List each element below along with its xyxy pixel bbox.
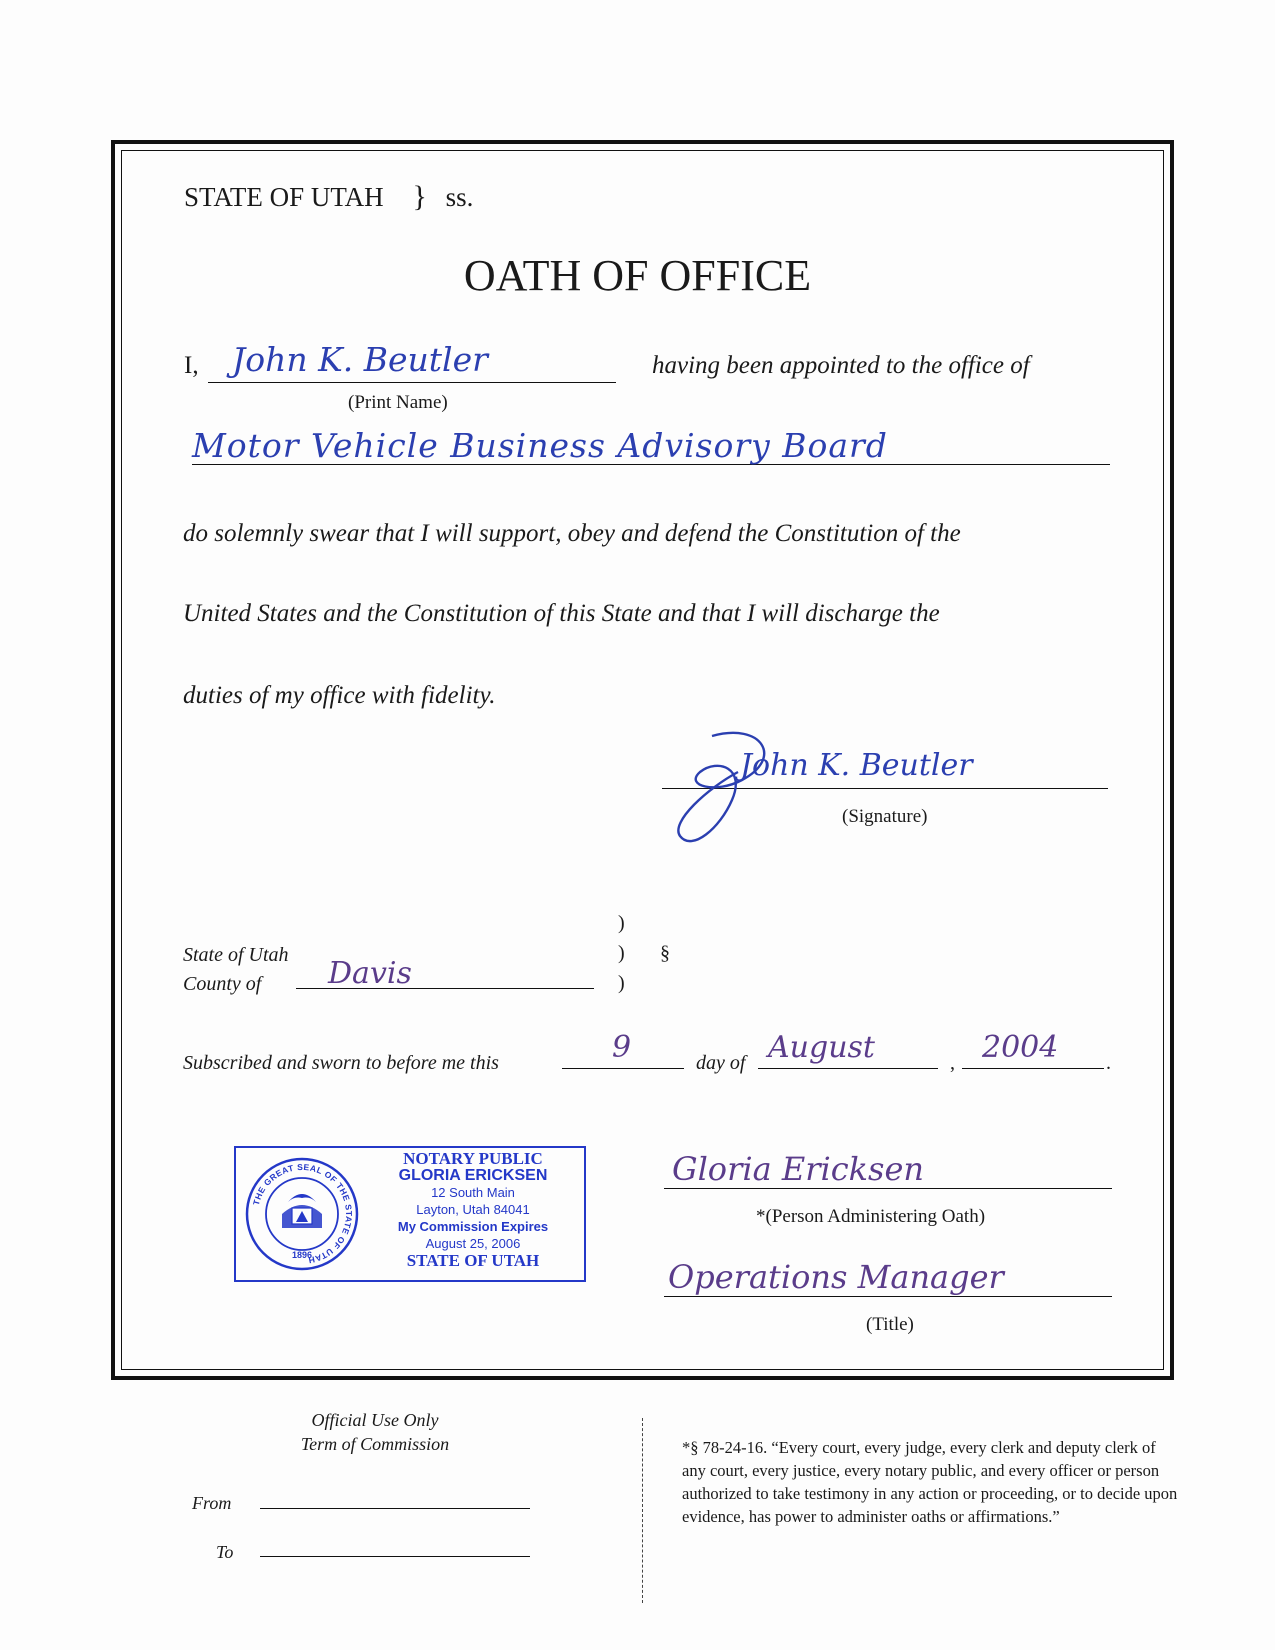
- date-comma: ,: [950, 1052, 955, 1074]
- day-of-text: day of: [696, 1052, 746, 1074]
- seal-ring-text: THE GREAT SEAL OF THE STATE OF UTAH: [250, 1161, 355, 1266]
- printed-name-field[interactable]: John K. Beutler: [232, 340, 488, 379]
- notary-stamp: [234, 1146, 586, 1282]
- to-label: To: [216, 1542, 234, 1562]
- oath-line-2: United States and the Constitution of this State and that I will discharge the: [183, 600, 940, 627]
- oath-line-3: duties of my office with fidelity.: [183, 682, 496, 709]
- stamp-address-1: 12 South Main: [431, 1185, 515, 1200]
- stamp-state: STATE OF UTAH: [406, 1251, 540, 1270]
- from-field[interactable]: [260, 1508, 530, 1509]
- venue-brace: }: [412, 180, 427, 213]
- term-heading: Term of Commission: [300, 1434, 450, 1454]
- stamp-heading: NOTARY PUBLIC: [403, 1149, 543, 1168]
- appointed-text: having been appointed to the office of: [652, 352, 1030, 379]
- county-field[interactable]: Davis: [328, 956, 412, 991]
- day-rule: [562, 1068, 684, 1069]
- year-rule: [962, 1068, 1104, 1069]
- from-label: From: [192, 1493, 232, 1513]
- administrator-signature-field[interactable]: Gloria Ericksen: [672, 1150, 925, 1188]
- title-caption: (Title): [866, 1314, 914, 1335]
- state-label: State of Utah: [183, 944, 289, 966]
- title-rule: [664, 1296, 1112, 1297]
- county-label: County of: [183, 973, 262, 995]
- subscribed-text: Subscribed and sworn to before me this: [183, 1052, 499, 1074]
- venue-ss: ss.: [445, 182, 474, 212]
- stamp-address-2: Layton, Utah 84041: [416, 1202, 530, 1217]
- month-rule: [758, 1068, 938, 1069]
- page-title: OATH OF OFFICE: [463, 251, 812, 300]
- oath-line-1: do solemnly swear that I will support, obey and defend the Constitution of the: [183, 520, 961, 547]
- paren-2: ): [618, 942, 625, 964]
- paren-3: ): [618, 972, 625, 994]
- office-field[interactable]: Motor Vehicle Business Advisory Board: [192, 426, 888, 465]
- venue-line: [184, 180, 473, 214]
- official-use-heading: Official Use Only: [311, 1410, 439, 1430]
- seal-year: 1896: [291, 1250, 313, 1260]
- oath-prefix: I,: [184, 352, 199, 379]
- name-rule: [208, 382, 616, 383]
- signature-field[interactable]: John K. Beutler: [740, 748, 973, 783]
- name-caption: (Print Name): [348, 392, 448, 413]
- statute-footnote: *§ 78-24-16. “Every court, every judge, every clerk and deputy clerk of any court, every justice, every notary public, and every officer or person authorized to take testimony in any action or proceeding, or to decide upon evidence, has power to administer oaths or affirmations.”: [682, 1438, 1178, 1526]
- to-field[interactable]: [260, 1556, 530, 1557]
- paren-1: ): [618, 912, 625, 934]
- stamp-commission: My Commission Expires: [397, 1219, 549, 1234]
- administrator-rule: [664, 1188, 1112, 1189]
- administrator-title-field[interactable]: Operations Manager: [668, 1258, 1004, 1296]
- month-field[interactable]: August: [768, 1030, 875, 1065]
- stamp-expires: August 25, 2006: [425, 1236, 521, 1251]
- venue-state: STATE OF UTAH: [184, 182, 384, 212]
- footer-divider: [642, 1418, 643, 1603]
- year-field[interactable]: 2004: [982, 1030, 1059, 1065]
- state-seal-icon: [244, 1156, 360, 1272]
- signature-caption: (Signature): [842, 806, 928, 827]
- section-mark: §: [660, 942, 670, 964]
- day-field[interactable]: 9: [612, 1030, 632, 1065]
- date-period: .: [1106, 1052, 1111, 1074]
- stamp-notary-name: GLORIA ERICKSEN: [398, 1167, 548, 1184]
- administrator-caption: *(Person Administering Oath): [756, 1206, 986, 1227]
